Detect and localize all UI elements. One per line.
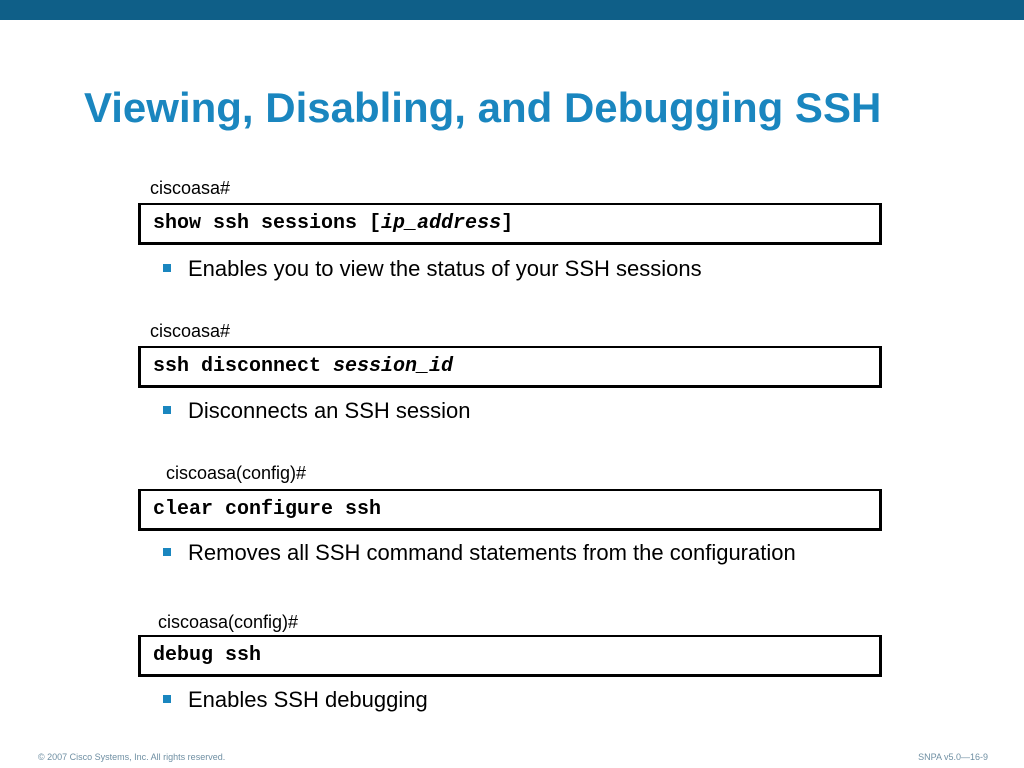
- footer-copyright: © 2007 Cisco Systems, Inc. All rights reserved.: [38, 752, 226, 762]
- command-suffix: ]: [501, 212, 514, 235]
- slide-title: Viewing, Disabling, and Debugging SSH: [84, 84, 882, 131]
- bullet-text: Removes all SSH command statements from the configuration: [188, 540, 796, 565]
- command-box: [138, 635, 882, 677]
- command-box: [138, 203, 882, 245]
- bullet-square-icon: [163, 695, 171, 703]
- bullet-square-icon: [163, 548, 171, 556]
- bullet-item: [162, 254, 802, 283]
- bullet-square-icon: [163, 264, 171, 272]
- bullet-item: [162, 685, 802, 714]
- bullet-square-icon: [163, 406, 171, 414]
- bullet-item: [162, 396, 802, 425]
- prompt-label: ciscoasa(config)#: [166, 463, 307, 483]
- bullet-text: Disconnects an SSH session: [188, 398, 471, 423]
- command-argument: session_id: [333, 355, 454, 378]
- bullet-text: Enables you to view the status of your SSH sessions: [188, 256, 702, 281]
- prompt-label: ciscoasa#: [150, 178, 231, 198]
- command-text: ssh disconnect: [153, 355, 334, 378]
- command-text: debug ssh: [153, 644, 262, 667]
- command-box: [138, 346, 882, 388]
- command-box: [138, 489, 882, 531]
- bullet-text: Enables SSH debugging: [188, 687, 428, 712]
- prompt-label: ciscoasa#: [150, 321, 231, 341]
- footer-course-id: SNPA v5.0—16-9: [918, 752, 988, 762]
- command-text: clear configure ssh: [153, 498, 382, 521]
- command-argument: ip_address: [381, 212, 502, 235]
- command-text: show ssh sessions [: [153, 212, 382, 235]
- top-banner: [0, 0, 1024, 20]
- bullet-item: [162, 538, 802, 567]
- prompt-label: ciscoasa(config)#: [158, 612, 299, 632]
